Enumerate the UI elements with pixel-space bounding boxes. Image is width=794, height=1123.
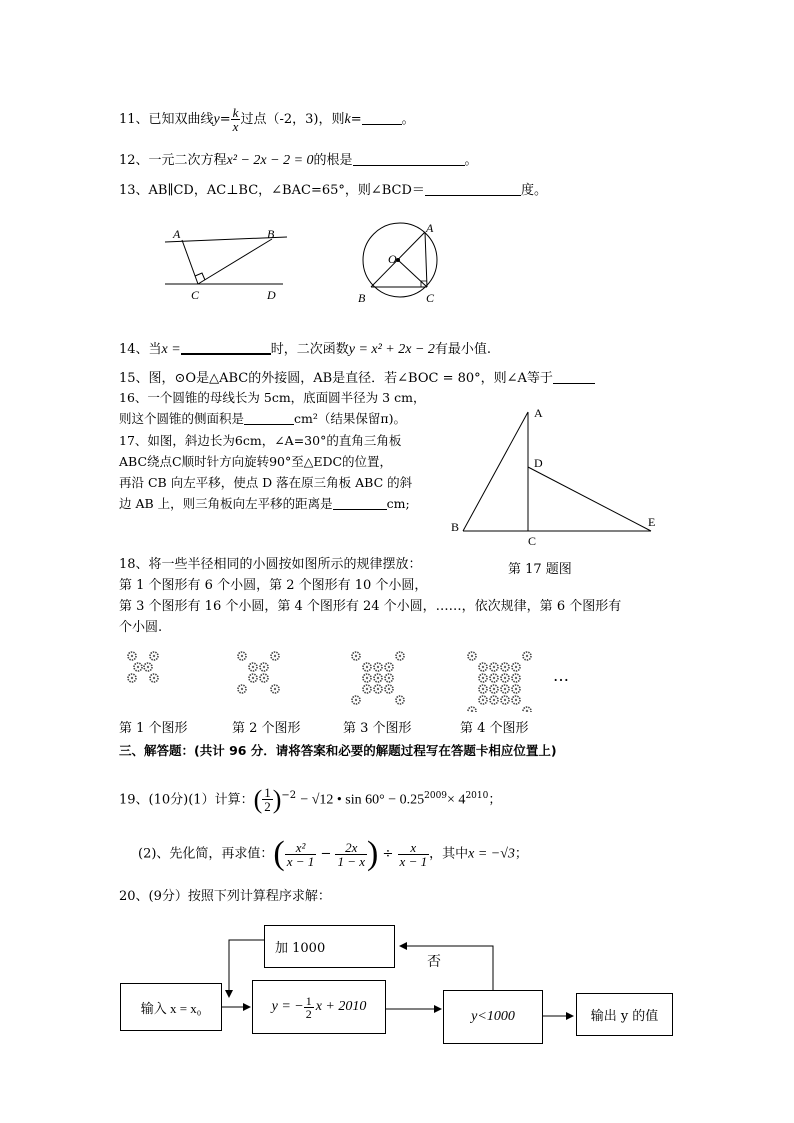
q11-post: =	[350, 112, 362, 127]
q19b-end: ；	[514, 846, 528, 862]
q19-paren-close: )	[272, 784, 282, 814]
q19b-d2: 1 − x	[337, 853, 366, 869]
q13-text: 13、AB∥CD，AC⊥BC，∠BAC=65°，则∠BCD＝	[119, 183, 425, 198]
flow-formula-post: x + 2010	[315, 999, 367, 1014]
flow-no-label: 否	[427, 954, 441, 970]
fig18-caption-3: 第 3 个图形	[343, 721, 412, 736]
flow-condition-box	[443, 990, 543, 1044]
q19-exp-2010: 2010	[465, 791, 489, 801]
q14-x: x =	[161, 342, 181, 357]
q15-text: 15、图，⊙O是△ABC的外接圆，AB是直径．若∠BOC = 80°，则∠A等于	[119, 371, 553, 386]
q16-text: 则这个圆锥的侧面积是	[119, 411, 245, 426]
q12-post: 的根是	[313, 153, 353, 168]
flow-output-box	[576, 993, 673, 1036]
q19-half-den: 2	[264, 799, 271, 815]
fig13a-label-C: C	[191, 288, 200, 302]
flow-output-label: 输出 y 的值	[590, 1009, 659, 1024]
fig18-caption-1: 第 1 个图形	[119, 721, 188, 736]
q17-line2: ABC绕点C顺时针方向旋转90°至△EDC的位置，	[119, 454, 393, 469]
fig13b-label-O: O	[388, 252, 397, 266]
flow-formula-pre: y = −	[271, 999, 304, 1014]
q11-eq: =	[219, 112, 231, 127]
fig13b-label-B: B	[358, 291, 366, 305]
q14-post: 有最小值.	[434, 342, 492, 357]
q19b-n1: x²	[285, 841, 317, 855]
q19b-d1: x − 1	[286, 853, 315, 869]
q19-prefix: 19、(10分)(1）计算：	[119, 792, 254, 808]
fig13a-label-B: B	[267, 227, 275, 241]
flow-formula-num: 1	[305, 993, 312, 1008]
fig17-label-E: E	[648, 515, 656, 529]
flow-formula-frac	[304, 995, 314, 1020]
q19b-prefix: (2)、先化简，再求值：	[138, 846, 274, 862]
q18-line4: 个小圆.	[119, 620, 163, 635]
q11-y: y	[213, 112, 220, 127]
q19b-paren-close: )	[367, 835, 379, 872]
fig17-label-B: B	[451, 520, 460, 534]
fig18-ellipsis: …	[553, 666, 569, 685]
q16-unit: cm²（结果保留π)。	[294, 411, 406, 426]
flow-input-box	[120, 983, 222, 1031]
flow-input-label: 输入 x = x₀	[140, 1000, 202, 1016]
flow-formula-box	[252, 980, 386, 1034]
fig17-label-C: C	[528, 534, 537, 548]
q12-prefix: 12、一元二次方程	[119, 153, 227, 168]
q19b-d3: x − 1	[399, 853, 428, 869]
q18-line2: 第 1 个图形有 6 个小圆，第 2 个图形有 10 个小圆，	[119, 578, 428, 593]
q20-text: 20、(9分）按照下列计算程序求解：	[119, 889, 331, 904]
q19-end: ；	[488, 792, 502, 808]
q16-line1: 16、一个圆锥的母线长为 5cm，底面圆半径为 3 cm，	[119, 390, 426, 405]
q19-paren-open: (	[253, 784, 263, 814]
q19-exp-2009: 2009	[424, 791, 448, 801]
flow-add-label: 加 1000	[275, 941, 326, 956]
q19b-minus: −	[320, 846, 332, 862]
q17-text: 边 AB 上，则三角板向左平移的距离是	[119, 496, 333, 511]
fig17-label-D: D	[534, 456, 543, 470]
fig13b-label-C: C	[426, 291, 435, 305]
q17-line3: 再沿 CB 向左平移，使点 D 落在原三角板 ABC 的斜	[119, 475, 413, 490]
q19b-paren-open: (	[273, 835, 285, 872]
q11-end: 。	[401, 112, 415, 127]
q19b-n2: 2x	[335, 841, 367, 855]
q19b-div: ÷	[382, 846, 394, 862]
q19-exponent: −2	[281, 790, 297, 801]
q19-half-num: 1	[264, 785, 271, 801]
q14-function: y = x² + 2x − 2	[348, 342, 435, 357]
q18-line3: 第 3 个图形有 16 个小圆，第 4 个图形有 24 个小圆，……，依次规律，第 6 个图形有	[119, 599, 622, 614]
q13-end: 度。	[520, 183, 547, 198]
section-3-title: 三、解答题：(共计 96 分．请将答案和必要的解题过程写在答题卡相应位置上)	[119, 743, 557, 758]
q11-prefix: 11、已知双曲线	[119, 112, 214, 127]
q11-mid: 过点（-2，3)，则	[240, 112, 345, 127]
q11-den: x	[232, 119, 239, 134]
q17-line1: 17、如图，斜边长为6cm，∠A=30°的直角三角板	[119, 433, 402, 448]
fig13a-label-D: D	[267, 288, 276, 302]
fig13a-label-A: A	[173, 227, 181, 241]
flow-add-box	[264, 925, 395, 968]
q14-mid: 时，二次函数	[270, 342, 349, 357]
flow-formula-den: 2	[305, 1006, 312, 1021]
q12-end: 。	[464, 153, 478, 168]
q19b-post: ，其中	[429, 846, 469, 862]
fig18-caption-4: 第 4 个图形	[460, 721, 529, 736]
q19-times: × 4	[447, 792, 466, 808]
q12-equation: x² − 2x − 2 = 0	[226, 153, 314, 168]
q19b-n3: x	[398, 841, 430, 855]
q19b-value: x = −√3	[468, 846, 515, 862]
fig13b-label-A: A	[426, 221, 434, 235]
fig17-caption: 第 17 题图	[508, 562, 572, 577]
q11-k: k	[344, 112, 351, 127]
fig17-label-A: A	[534, 406, 543, 420]
q11-num: k	[232, 105, 239, 120]
q14-prefix: 14、当	[119, 342, 162, 357]
q17-unit: cm;	[386, 496, 410, 511]
q19-expression: − √12 • sin 60° − 0.25	[300, 792, 425, 808]
fig18-caption-2: 第 2 个图形	[232, 721, 301, 736]
flow-condition-label: y<1000	[471, 1009, 515, 1024]
q18-line1: 18、将一些半径相同的小圆按如图所示的规律摆放：	[119, 557, 422, 572]
